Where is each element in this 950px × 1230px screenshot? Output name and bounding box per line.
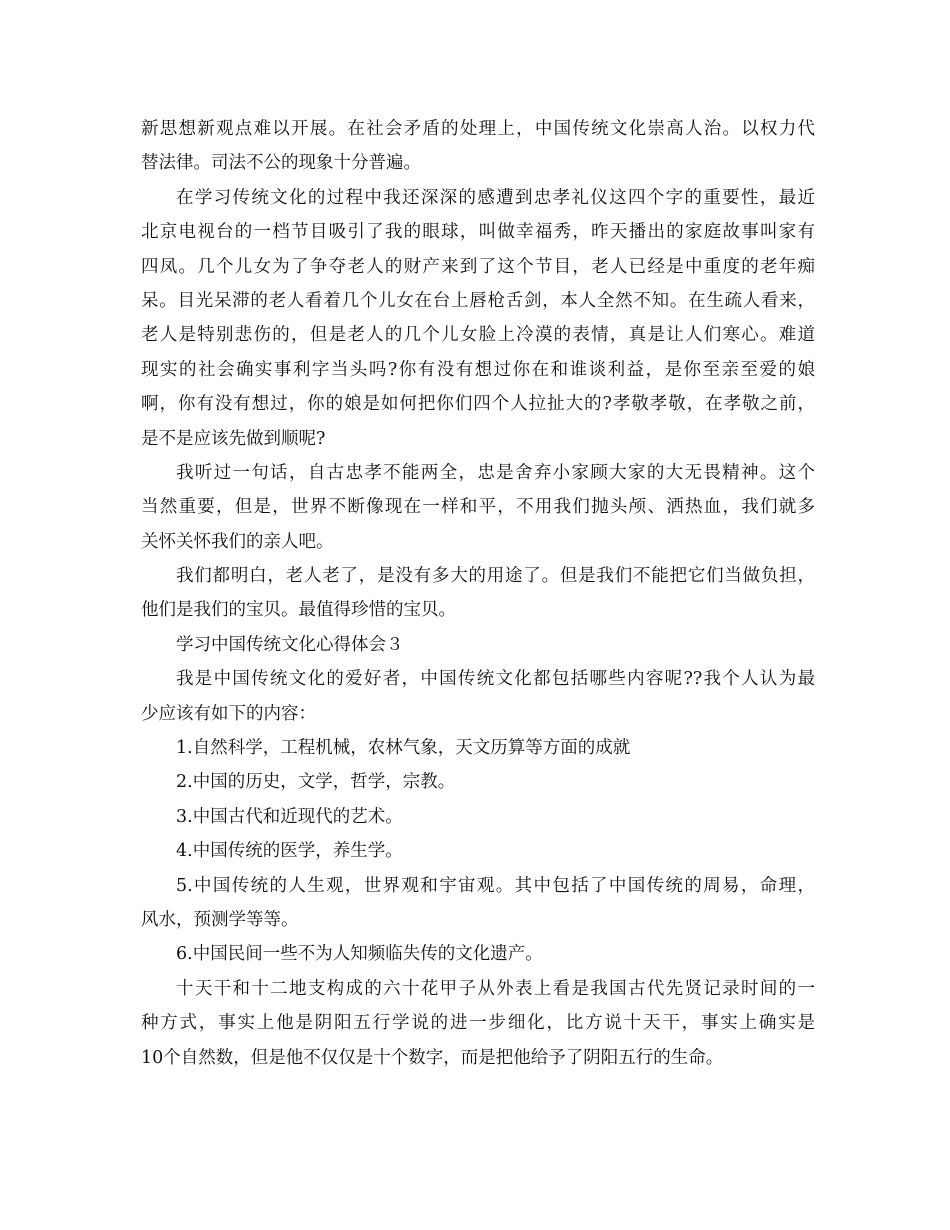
text-line: 2.中国的历史，文学，哲学，宗教。 [176,772,456,793]
text-line: 啊，你有没有想过，你的娘是如何把你们四个人拉扯大的?孝敬孝敬，在孝敬之前， [141,394,815,415]
text-line: 四凤。几个儿女为了争夺老人的财产来到了这个节目，老人已经是中重度的老年痴 [141,256,815,277]
paragraph [141,628,815,662]
paragraph [141,456,815,559]
paragraph [141,800,815,834]
paragraph [141,662,815,731]
paragraph [141,834,815,868]
text-line: 呆。目光呆滞的老人看着几个儿女在台上唇枪舌剑，本人全然不知。在生疏人看来， [141,290,815,311]
text-line: 当然重要，但是，世界不断像现在一样和平，不用我们抛头颅、洒热血，我们就多 [141,497,815,518]
text-line: 学习中国传统文化心得体会３ [176,634,404,655]
paragraph [141,559,815,628]
text-line: 种方式，事实上他是阴阳五行学说的进一步细化，比方说十天干，事实上确实是 [141,1013,815,1034]
text-line: 风水，预测学等等。 [141,909,299,930]
document-page [141,112,815,1075]
text-line: 老人是特别悲伤的，但是老人的几个儿女脸上冷漠的表情，真是让人们寒心。难道 [141,325,815,346]
text-line: 10个自然数，但是他不仅仅是十个数字，而是把他给予了阴阳五行的生命。 [141,1047,724,1068]
paragraph [141,972,815,1075]
text-line: 我是中国传统文化的爱好者，中国传统文化都包括哪些内容呢??我个人认为最 [176,669,815,690]
text-line: 4.中国传统的医学，养生学。 [176,841,403,862]
text-line: 我们都明白，老人老了，是没有多大的用途了。但是我们不能把它们当做负担， [176,566,815,587]
text-line: 是不是应该先做到顺呢? [141,428,326,449]
paragraph [141,869,815,938]
paragraph [141,731,815,765]
text-line: 十天干和十二地支构成的六十花甲子从外表上看是我国古代先贤记录时间的一 [176,978,815,999]
text-line: 我听过一句话，自古忠孝不能两全，忠是舍弃小家顾大家的大无畏精神。这个 [176,462,815,483]
text-line: 他们是我们的宝贝。最值得珍惜的宝贝。 [141,600,456,621]
text-line: 新思想新观点难以开展。在社会矛盾的处理上，中国传统文化崇高人治。以权力代 [141,119,815,139]
paragraph [141,937,815,971]
text-line: 关怀关怀我们的亲人吧。 [141,531,334,552]
text-line: 1.自然科学，工程机械，农林气象，天文历算等方面的成就 [176,738,631,759]
paragraph [141,112,815,181]
text-line: 在学习传统文化的过程中我还深深的感遭到忠孝礼仪这四个字的重要性，最近 [176,187,815,208]
text-line: 3.中国古代和近现代的艺术。 [176,806,403,827]
paragraph [141,181,815,456]
text-line: 现实的社会确实事利字当头吗?你有没有想过你在和谁谈利益，是你至亲至爱的娘 [141,359,815,380]
text-line: 6.中国民间一些不为人知频临失传的文化遗产。 [176,944,543,965]
paragraph [141,765,815,799]
text-line: 5.中国传统的人生观，世界观和宇宙观。其中包括了中国传统的周易，命理， [176,875,815,896]
text-line: 北京电视台的一档节目吸引了我的眼球，叫做幸福秀，昨天播出的家庭故事叫家有 [141,222,815,243]
text-line: 少应该有如下的内容： [141,703,316,724]
text-line: 替法律。司法不公的现象十分普遍。 [141,153,421,174]
